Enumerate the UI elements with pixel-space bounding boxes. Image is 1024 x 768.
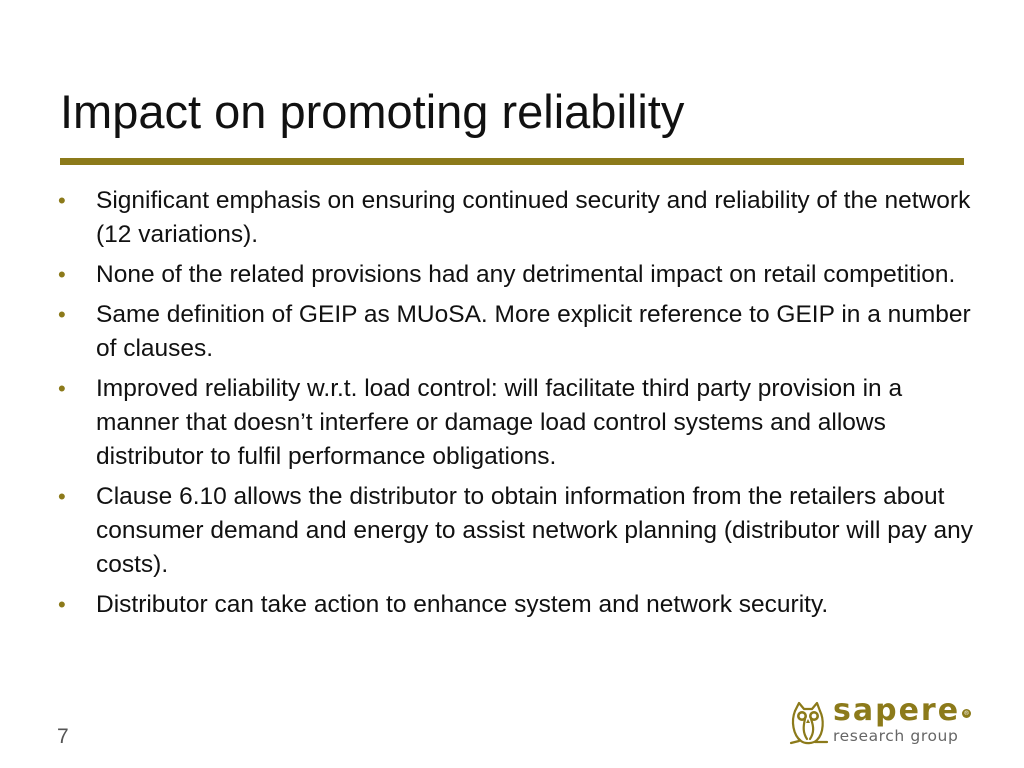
title-underline xyxy=(60,158,964,165)
bullet-text: Clause 6.10 allows the distributor to obtain information from the retailers about consumer demand and energy to assist network planning (distributor will pay any costs). xyxy=(96,483,974,578)
bullet-dot-icon: • xyxy=(58,376,66,401)
bullet-dot-icon: • xyxy=(58,188,66,213)
bullet-dot-icon: • xyxy=(58,592,66,617)
bullet-dot-icon: • xyxy=(58,262,66,287)
bullet-text: Significant emphasis on ensuring continued security and reliability of the network (12 variations). xyxy=(96,187,971,248)
bullet-text: Improved reliability w.r.t. load control: will facilitate third party provision in a manner that doesn’t interfere or damage load control systems and allows distributor to fulfil performance obligations. xyxy=(96,375,903,470)
bullet-dot-icon: • xyxy=(58,484,66,509)
bullet-item xyxy=(56,184,976,252)
bullet-item xyxy=(56,588,976,622)
slide-title: Impact on promoting reliability xyxy=(60,85,685,138)
owl-icon xyxy=(787,697,829,749)
bullet-item xyxy=(56,258,976,292)
bullet-item xyxy=(56,372,976,474)
bullet-text: Distributor can take action to enhance system and network security. xyxy=(96,591,829,618)
bullet-item xyxy=(56,480,976,582)
page-number: 7 xyxy=(57,725,69,748)
bullet-item xyxy=(56,298,976,366)
registered-mark: ® xyxy=(963,710,970,717)
bullet-text: Same definition of GEIP as MUoSA. More explicit reference to GEIP in a number of clauses. xyxy=(96,301,971,362)
sapere-logo xyxy=(787,693,977,749)
logo-wordmark: sapere xyxy=(833,693,961,728)
logo-tagline: research group xyxy=(833,727,959,745)
bullet-dot-icon: • xyxy=(58,302,66,327)
bullet-list xyxy=(56,184,976,628)
bullet-text: None of the related provisions had any detrimental impact on retail competition. xyxy=(96,261,956,288)
